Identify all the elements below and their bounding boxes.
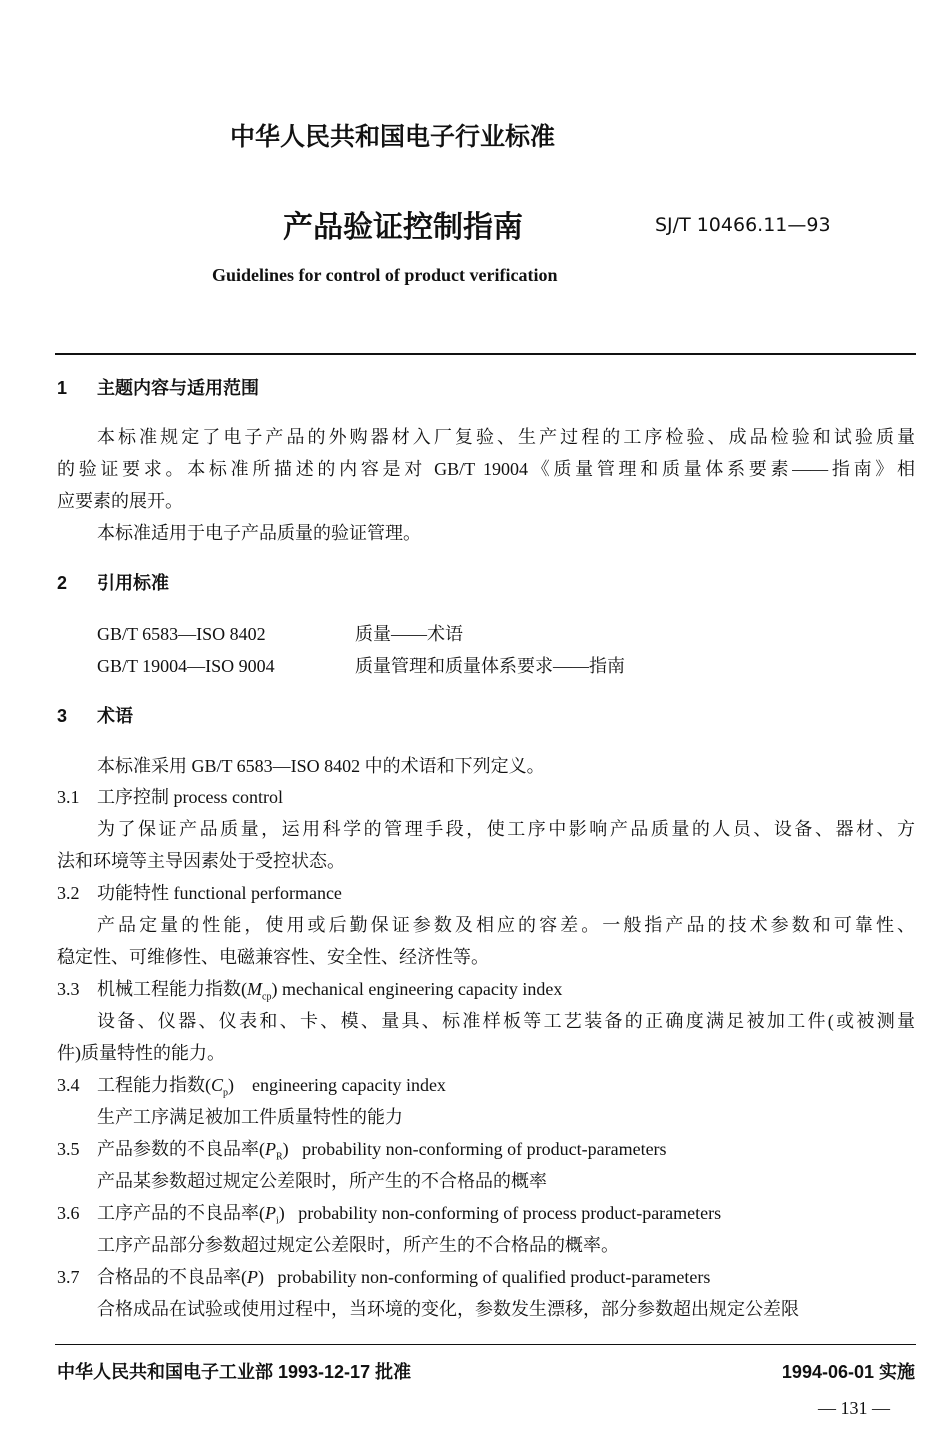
- term-3-5: 3.5 产品参数的不良品率$(P_R)$ probability non-conforming of product-parameters: [57, 1139, 667, 1163]
- header-rule: [55, 353, 916, 355]
- org-standard-heading: 中华人民共和国电子行业标准: [230, 122, 556, 151]
- term-3-6: 3.6 工序产品的不良品率$(P_i)$ probability non-conforming of process product-parameters: [57, 1203, 722, 1227]
- term-3-4: 3.4 工程能力指数$(C_p)$ engineering capacity index: [57, 1075, 446, 1099]
- paragraph-line: 本标准采用 GB/T 6583—ISO 8402 中的术语和下列定义。: [97, 756, 545, 776]
- paragraph-line: 本标准规定了电子产品的外购器材入厂复验、生产过程的工序检验、成品检验和试验质量: [97, 427, 915, 447]
- effective-date: 1994-06-01 实施: [781, 1362, 915, 1382]
- term-3-2: 3.2 功能特性 functional performance: [57, 883, 342, 903]
- term-3-1: 3.1 工序控制 process control: [57, 787, 283, 807]
- term-3-3: 3.3 机械工程能力指数$(M_{cp})$ mechanical engineering capacity index: [57, 979, 563, 1003]
- paragraph-line: 的验证要求。本标准所描述的内容是对 GB/T 19004《质量管理和质量体系要素——指南》相: [57, 459, 915, 479]
- definition-line: 产品某参数超过规定公差限时，所产生的不合格品的概率: [97, 1171, 547, 1191]
- standard-code: SJ/T 10466.11—93: [655, 214, 831, 236]
- paragraph-line: 本标准适用于电子产品质量的验证管理。: [97, 523, 421, 543]
- definition-line: 为了保证产品质量，运用科学的管理手段，使工序中影响产品质量的人员、设备、器材、方: [97, 819, 915, 839]
- page-number: — 131 —: [818, 1398, 890, 1418]
- paragraph-line: 应要素的展开。: [57, 491, 183, 511]
- definition-line: 工序产品部分参数超过规定公差限时，所产生的不合格品的概率。: [97, 1235, 619, 1255]
- definition-line: 合格成品在试验或使用过程中，当环境的变化，参数发生漂移，部分参数超出规定公差限: [97, 1299, 799, 1319]
- definition-line: 法和环境等主导因素处于受控状态。: [57, 851, 345, 871]
- english-title: Guidelines for control of product verification: [212, 265, 558, 285]
- document-title: 产品验证控制指南: [283, 210, 523, 245]
- reference-title: 质量管理和质量体系要求——指南: [355, 656, 625, 676]
- definition-line: 件)质量特性的能力。: [57, 1043, 225, 1063]
- definition-line: 稳定性、可维修性、电磁兼容性、安全性、经济性等。: [57, 947, 489, 967]
- reference-title: 质量——术语: [355, 624, 463, 644]
- reference-code: GB/T 6583—ISO 8402: [97, 624, 266, 644]
- section-1-heading: 1 主题内容与适用范围: [57, 378, 259, 398]
- term-3-7: 3.7 合格品的不良品率(P) probability non-conforming of qualified product-parameters: [57, 1267, 711, 1287]
- definition-line: 生产工序满足被加工件质量特性的能力: [97, 1107, 403, 1127]
- definition-line: 产品定量的性能，使用或后勤保证参数及相应的容差。一般指产品的技术参数和可靠性、: [97, 915, 915, 935]
- section-3-heading: 3 术语: [57, 706, 133, 726]
- approval-note: 中华人民共和国电子工业部 1993-12-17 批准: [57, 1362, 412, 1382]
- footer-rule: [55, 1344, 916, 1345]
- reference-code: GB/T 19004—ISO 9004: [97, 656, 275, 676]
- definition-line: 设备、仪器、仪表和、卡、模、量具、标准样板等工艺装备的正确度满足被加工件(或被测量: [97, 1011, 915, 1031]
- section-2-heading: 2 引用标准: [57, 573, 169, 593]
